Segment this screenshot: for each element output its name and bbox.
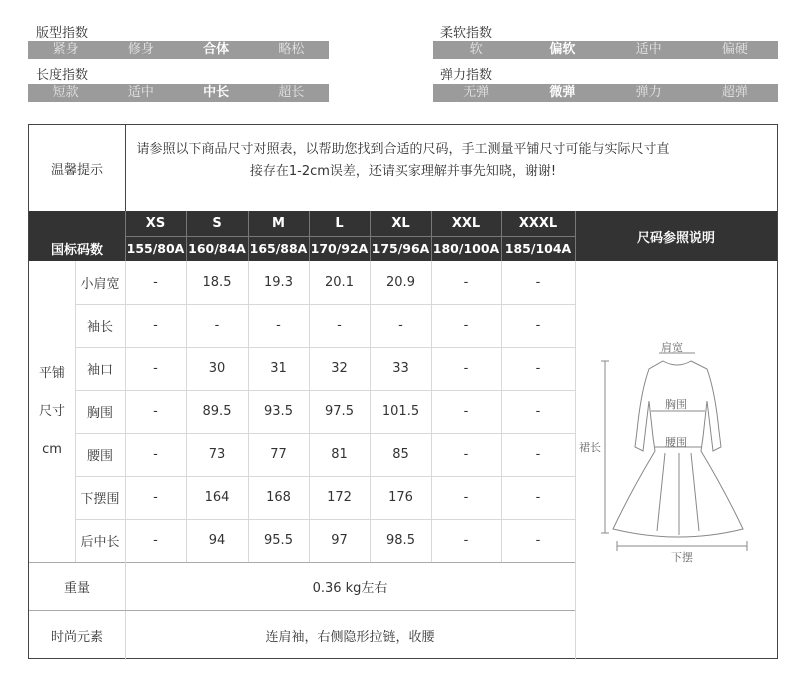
style-label: 时尚元素 [50, 629, 103, 645]
length-index-title: 长度指数 [36, 68, 89, 83]
diagram-label-chest: 胸围 [665, 398, 687, 411]
measure-value: - [535, 447, 541, 462]
col-divider [248, 261, 249, 562]
national-code-cell: 170/92A [310, 241, 369, 256]
size-reference-diagram [575, 261, 779, 564]
group-divider [75, 261, 76, 562]
size-header-cell: XL [391, 216, 410, 231]
measure-value: - [463, 404, 469, 419]
measure-value: - [535, 533, 541, 548]
softness-index-title: 柔软指数 [440, 26, 493, 41]
weight-label: 重量 [63, 580, 90, 596]
tip-label: 温馨提示 [50, 162, 103, 178]
measure-value: 85 [392, 447, 409, 462]
measure-value: - [463, 447, 469, 462]
measure-value: 19.3 [264, 275, 293, 290]
length-index-option: 适中 [127, 85, 154, 100]
size-header-cell: M [272, 216, 285, 231]
length-index-bar [28, 84, 329, 102]
measure-value: 20.9 [386, 275, 415, 290]
elasticity-index-option: 无弹 [463, 85, 490, 100]
measure-value: 97.5 [325, 404, 354, 419]
elasticity-index-bar [433, 84, 778, 102]
measure-value: 31 [270, 361, 287, 376]
measure-name: 腰围 [86, 449, 113, 464]
softness-index-option: 软 [469, 42, 483, 57]
measure-value: - [153, 318, 158, 333]
measure-value: 164 [204, 490, 230, 505]
weight-value: 0.36 kg左右 [312, 580, 388, 596]
size-reference-label: 尺码参照说明 [636, 230, 715, 246]
length-index-option: 短款 [52, 85, 79, 100]
national-code-cell: 165/88A [249, 241, 308, 256]
measure-value: 94 [208, 533, 226, 548]
measure-value: 101.5 [381, 404, 420, 419]
measure-value: - [535, 490, 541, 505]
measure-value: - [463, 275, 469, 290]
group-label-line: 平铺 [38, 365, 65, 381]
measure-value: 98.5 [386, 533, 415, 548]
softness-index-option: 偏软 [549, 42, 576, 57]
softness-index-option: 适中 [635, 42, 662, 57]
elasticity-index-option: 微弹 [549, 85, 576, 100]
fit-index-option: 合体 [203, 42, 230, 57]
fit-index-bar [28, 41, 329, 59]
measure-value: - [276, 318, 281, 333]
measure-value: - [153, 490, 158, 505]
measure-value: 32 [331, 361, 348, 376]
measure-value: 172 [327, 490, 352, 505]
fit-index-option: 修身 [127, 42, 154, 57]
fit-index-option: 紧身 [52, 42, 79, 57]
size-header-cell: XS [145, 216, 166, 231]
measure-value: 77 [270, 447, 287, 462]
measure-value: 168 [266, 490, 291, 505]
elasticity-index-title: 弹力指数 [440, 68, 493, 83]
measure-name: 胸围 [86, 406, 113, 421]
measure-value: 20.1 [325, 275, 354, 290]
size-header-cell: L [335, 216, 344, 231]
measure-value: - [153, 447, 158, 462]
measure-name: 袖长 [86, 320, 113, 335]
measure-value: 18.5 [202, 275, 232, 290]
size-header-cell: XXXL [518, 216, 558, 231]
measure-value: 97 [331, 533, 348, 548]
fit-index-title: 版型指数 [36, 26, 89, 41]
tip-divider [125, 125, 126, 211]
measure-value: - [337, 318, 342, 333]
col-divider [501, 261, 502, 562]
col-divider [575, 562, 576, 660]
col-divider [370, 261, 371, 562]
softness-index-bar [433, 41, 778, 59]
diagram-label-length: 裙长 [579, 441, 601, 454]
measure-name: 下摆围 [80, 492, 120, 507]
fit-index-option: 略松 [278, 42, 305, 57]
header-divider [125, 236, 575, 237]
diagram-label-waist: 腰围 [665, 436, 687, 449]
measure-value: - [153, 404, 158, 419]
size-header-cell: S [212, 216, 222, 231]
style-value: 连肩袖，右侧隐形拉链，收腰 [265, 629, 435, 645]
measure-value: 89.5 [202, 404, 232, 419]
measure-value: - [153, 275, 158, 290]
elasticity-index-option: 超弹 [721, 85, 748, 100]
measure-value: 95.5 [264, 533, 293, 548]
length-index-option: 超长 [278, 85, 305, 100]
col-divider [125, 261, 126, 562]
col-divider [309, 261, 310, 562]
national-code-label: 国标码数 [50, 243, 103, 258]
national-code-cell: 160/84A [188, 241, 246, 256]
national-code-cell: 175/96A [371, 241, 430, 256]
group-label-line: cm [42, 441, 62, 457]
col-divider [431, 261, 432, 562]
measure-value: - [463, 490, 469, 505]
measure-value: - [214, 318, 220, 333]
diagram-label-shoulder: 肩宽 [661, 341, 683, 354]
national-code-cell: 155/80A [126, 241, 185, 256]
size-header-cell: XXL [451, 216, 481, 231]
measure-value: - [153, 533, 158, 548]
softness-index-option: 偏硬 [721, 42, 748, 57]
measure-value: - [463, 361, 469, 376]
measure-value: - [153, 361, 158, 376]
measure-name: 袖口 [86, 363, 113, 378]
measure-value: - [535, 275, 541, 290]
measure-value: 33 [392, 361, 409, 376]
measure-value: - [535, 361, 541, 376]
measure-value: 73 [208, 447, 226, 462]
flat-size-group-label [29, 261, 75, 562]
length-index-option: 中长 [203, 85, 230, 100]
size-chart-table [28, 124, 778, 659]
measure-value: - [535, 318, 541, 333]
measure-value: - [463, 318, 469, 333]
tip-text: 请参照以下商品尺寸对照表，以帮助您找到合适的尺码，手工测量平铺尺寸可能与实际尺寸直接存在1-2cm误差，还请买家理解并事先知晓，谢谢! [136, 142, 670, 179]
group-label-line: 尺寸 [38, 403, 65, 419]
col-divider [186, 261, 187, 562]
national-code-cell: 185/104A [504, 241, 572, 256]
measure-value: 93.5 [264, 404, 293, 419]
measure-value: 30 [208, 361, 226, 376]
measure-name: 后中长 [80, 535, 120, 550]
measure-value: 176 [388, 490, 413, 505]
header-divider [575, 211, 576, 261]
measure-value: 81 [331, 447, 348, 462]
measure-value: - [398, 318, 403, 333]
national-code-cell: 180/100A [432, 241, 500, 256]
measure-name: 小肩宽 [80, 277, 120, 292]
elasticity-index-option: 弹力 [635, 85, 662, 100]
measure-value: - [535, 404, 541, 419]
measure-value: - [463, 533, 469, 548]
diagram-label-hem: 下摆 [671, 551, 693, 564]
